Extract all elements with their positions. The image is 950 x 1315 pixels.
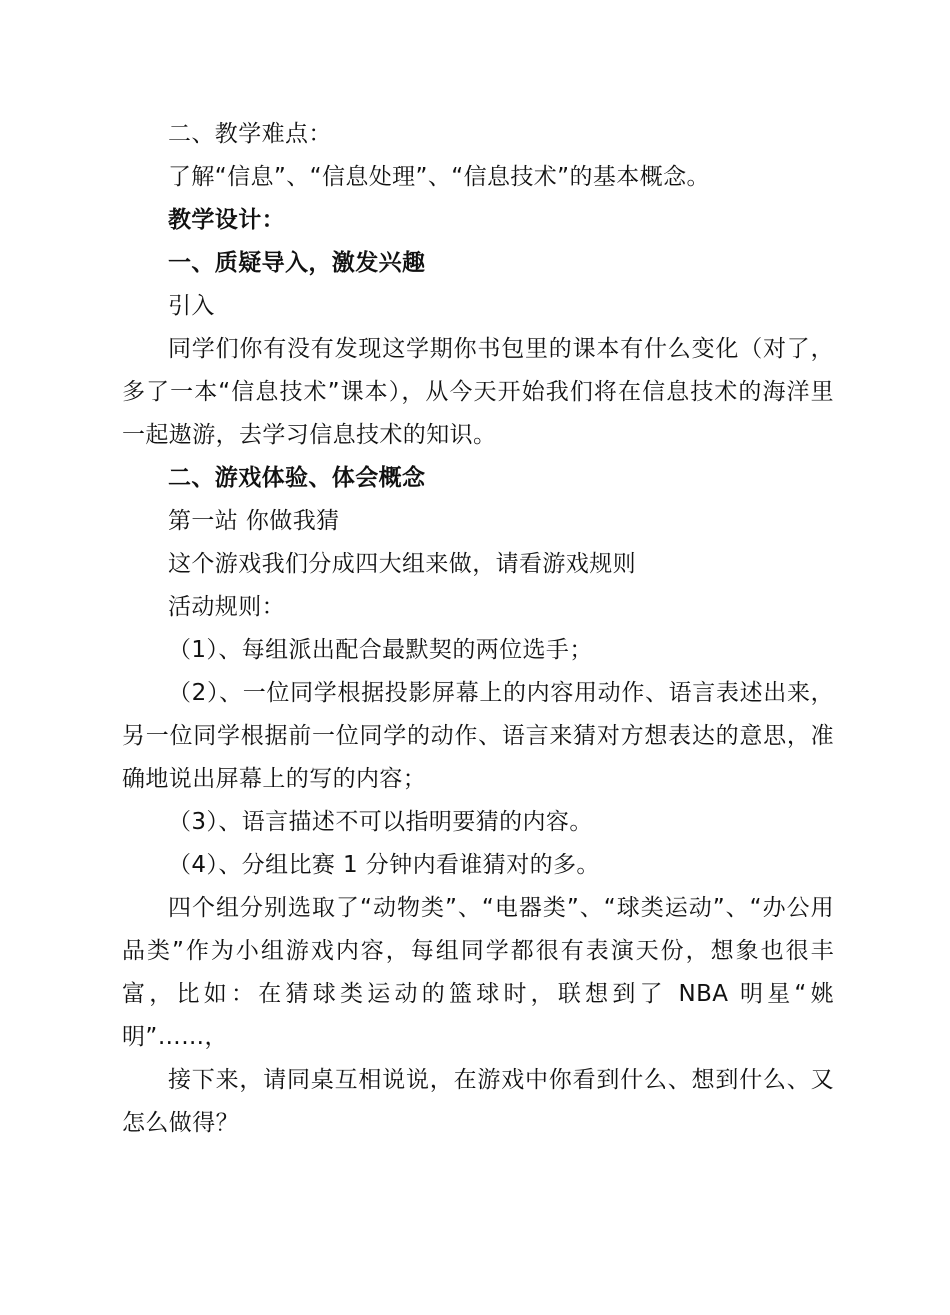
paragraph-group-topics: 四个组分别选取了“动物类”、“电器类”、“球类运动”、“办公用品类”作为小组游戏内容，每组同学都很有表演天份，想象也很丰富，比如：在猜球类运动的篮球时，联想到了 NBA 明星“姚明”……，: [122, 895, 834, 1050]
document-body: [122, 113, 834, 1145]
heading-teaching-difficulty: 二、教学难点：: [168, 121, 332, 147]
rule-item-4: （4）、分组比赛 1 分钟内看谁猜对的多。: [168, 852, 600, 878]
paragraph-station-one: 第一站 你做我猜: [168, 508, 340, 534]
heading-section-one: 一、质疑导入，激发兴趣: [168, 250, 426, 276]
paragraph-discussion: 接下来，请同桌互相说说，在游戏中你看到什么、想到什么、又怎么做得？: [122, 1067, 834, 1136]
paragraph-rules-label: 活动规则：: [168, 594, 285, 620]
paragraph-game-intro: 这个游戏我们分成四大组来做，请看游戏规则: [168, 551, 636, 577]
paragraph-introduction-label: 引入: [168, 293, 215, 319]
paragraph-difficulty-detail: 了解“信息”、“信息处理”、“信息技术”的基本概念。: [168, 164, 710, 190]
rule-item-2: （2）、一位同学根据投影屏幕上的内容用动作、语言表述出来，另一位同学根据前一位同学的动作、语言来猜对方想表达的意思，准确地说出屏幕上的写的内容；: [122, 680, 834, 792]
rule-item-1: （1）、每组派出配合最默契的两位选手；: [168, 637, 593, 663]
rule-item-3: （3）、语言描述不可以指明要猜的内容。: [168, 809, 593, 835]
paragraph-introduction: 同学们你有没有发现这学期你书包里的课本有什么变化（对了，多了一本“信息技术”课本），从今天开始我们将在信息技术的海洋里一起遨游，去学习信息技术的知识。: [122, 336, 834, 448]
heading-teaching-design: 教学设计：: [168, 207, 285, 233]
heading-section-two: 二、游戏体验、体会概念: [168, 465, 426, 491]
